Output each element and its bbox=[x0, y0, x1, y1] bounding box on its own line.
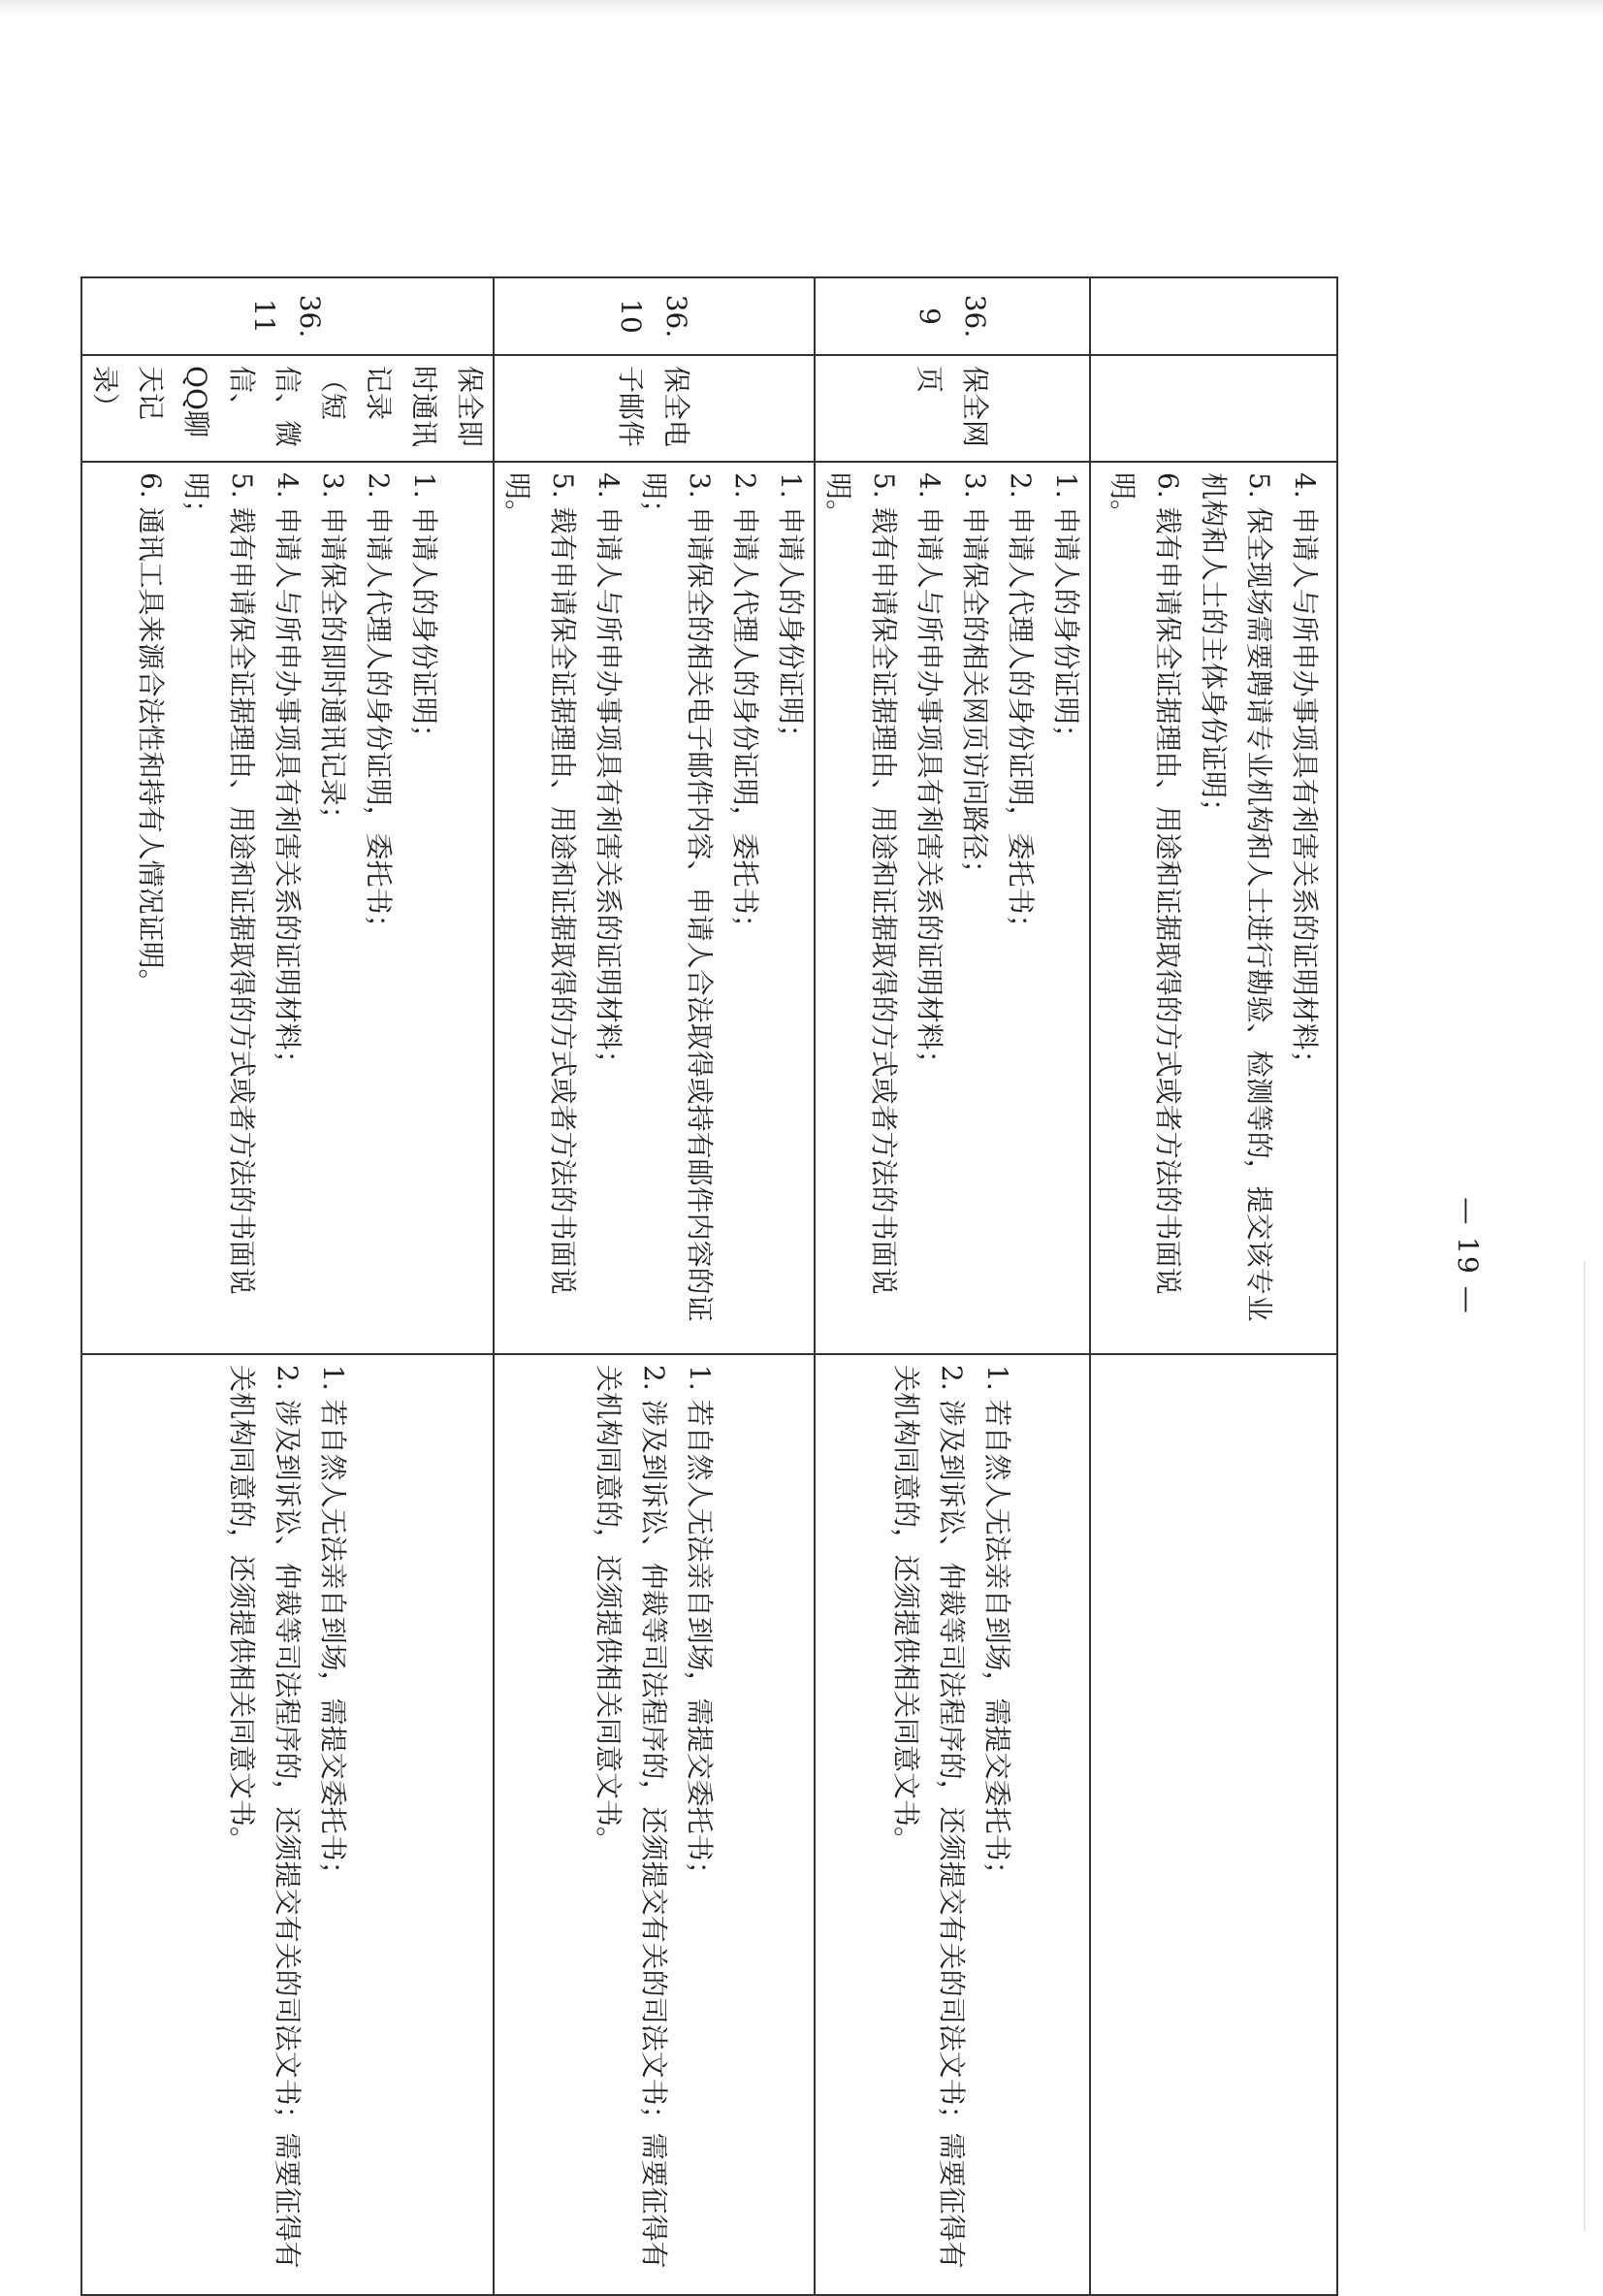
rotated-page-content bbox=[89, 276, 1338, 2294]
materials-cell bbox=[494, 462, 815, 1354]
material-line: 4. 申请人与所申办事项具有利害关系的证明材料； bbox=[1289, 472, 1321, 1078]
scan-edge bbox=[0, 0, 1603, 17]
material-line: 5. 载有申请保全证据理由、用途和证据取得的方式或者方法的书面说明。 bbox=[501, 472, 579, 1295]
material-line: 2. 申请人代理人的身份证明，委托书； bbox=[363, 472, 395, 942]
item-name-cell bbox=[1090, 355, 1337, 462]
notes-cell bbox=[494, 1354, 815, 2295]
material-line: 2. 申请人代理人的身份证明，委托书； bbox=[729, 472, 761, 942]
note-line: 1. 若自然人无法亲自到场，需提交委托书； bbox=[981, 1365, 1014, 1889]
table-row bbox=[494, 277, 815, 2295]
item-number-cell: 36. 10 bbox=[494, 277, 815, 355]
table-row bbox=[1090, 277, 1337, 2295]
material-line: 1. 申请人的身份证明； bbox=[775, 472, 807, 752]
note-line: 1. 若自然人无法亲自到场，需提交委托书； bbox=[684, 1365, 716, 1889]
material-line: 3. 申请保全的即时通讯记录； bbox=[317, 472, 349, 833]
item-number-cell: 36. 9 bbox=[815, 277, 1090, 355]
notes-cell bbox=[815, 1354, 1090, 2295]
note-line: 2. 涉及到诉讼、仲裁等司法程序的，还须提交有关的司法文书；需要征得有关机构同意的，还须提供相关同意文书。 bbox=[226, 1365, 304, 2269]
material-line: 5. 载有申请保全证据理由、用途和证据取得的方式或者方法的书面说明； bbox=[180, 472, 258, 1295]
note-line: 2. 涉及到诉讼、仲裁等司法程序的，还须提交有关的司法文书；需要征得有关机构同意的，还须提供相关同意文书。 bbox=[593, 1365, 670, 2269]
note-line: 1. 若自然人无法亲自到场，需提交委托书； bbox=[317, 1365, 349, 1889]
material-line: 3. 申请保全的相关电子邮件内容、申请人合法取得或持有邮件内容的证明； bbox=[638, 472, 716, 1322]
material-line: 4. 申请人与所申办事项具有利害关系的证明材料； bbox=[272, 472, 304, 1078]
material-line: 5. 载有申请保全证据理由、用途和证据取得的方式或者方法的书面说明。 bbox=[822, 472, 900, 1295]
notes-cell bbox=[81, 1354, 494, 2295]
item-name-cell: 保全网页 bbox=[815, 355, 1090, 462]
materials-cell bbox=[1090, 462, 1337, 1354]
notary-materials-table bbox=[80, 276, 1338, 2296]
material-line: 5. 保全现场需要聘请专业机构和人士进行勘验、检测等的，提交该专业机构和人士的主体身份证明； bbox=[1198, 472, 1275, 1322]
table-row bbox=[815, 277, 1090, 2295]
material-line: 2. 申请人代理人的身份证明，委托书； bbox=[1005, 472, 1037, 942]
material-line: 4. 申请人与所申办事项具有利害关系的证明材料； bbox=[593, 472, 625, 1078]
materials-cell bbox=[815, 462, 1090, 1354]
item-name-cell: 保全即时通讯记录（短信、微信、QQ聊天记录） bbox=[81, 355, 494, 462]
notes-cell bbox=[1090, 1354, 1337, 2295]
table-row bbox=[81, 277, 494, 2295]
scan-right-edge bbox=[1584, 1261, 1586, 2231]
note-line: 2. 涉及到诉讼、仲裁等司法程序的，还须提交有关的司法文书；需要征得有关机构同意的，还须提供相关同意文书。 bbox=[890, 1365, 969, 2269]
item-number-cell: 36. 11 bbox=[81, 277, 494, 355]
materials-cell bbox=[81, 462, 494, 1354]
page-number: — 19 — bbox=[1452, 1197, 1484, 1315]
material-line: 1. 申请人的身份证明； bbox=[1050, 472, 1082, 752]
material-line: 6. 通讯工具来源合法性和持有人情况证明。 bbox=[135, 472, 167, 996]
material-line: 1. 申请人的身份证明； bbox=[408, 472, 440, 752]
item-number-cell bbox=[1090, 277, 1337, 355]
material-line: 4. 申请人与所申办事项具有利害关系的证明材料； bbox=[914, 472, 946, 1078]
material-line: 6. 载有申请保全证据理由、用途和证据取得的方式或者方法的书面说明。 bbox=[1106, 472, 1184, 1295]
item-name-cell: 保全电子邮件 bbox=[494, 355, 815, 462]
material-line: 3. 申请保全的相关网页访问路径； bbox=[959, 472, 991, 888]
